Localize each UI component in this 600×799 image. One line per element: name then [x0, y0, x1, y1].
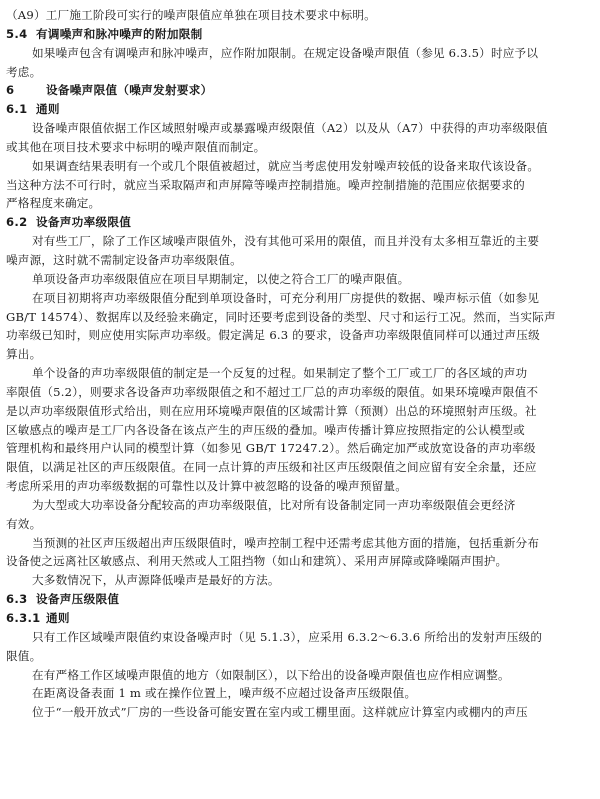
section-heading: [6, 81, 594, 100]
section-heading: [6, 609, 594, 628]
text-line: 严格程度来确定。: [6, 196, 101, 211]
text-line: 是以声功率级限值形式给出，则在应用环境噪声限值的区域需计算（预测）出总的环境照射声压级。社: [6, 403, 537, 418]
text-line: 如果噪声包含有调噪声和脉冲噪声，应作附加限制。在规定设备噪声限值（参见 6.3.5）时应予以: [32, 45, 539, 60]
text-line: 当这种方法不可行时，就应当采取隔声和声屏障等噪声控制措施。噪声控制措施的范围应依据要求的: [6, 177, 525, 192]
paragraph: [6, 684, 594, 703]
text-line: 功率级已知时，则应使用实际声功率级。假定满足 6.3 的要求，设备声功率级限值同样可以通过声压级: [6, 328, 540, 343]
text-line: 限值，以满足社区的声压级限值。在同一点计算的声压级和社区声压级限值之间应留有安全余量，还应: [6, 460, 537, 475]
paragraph: [6, 364, 594, 496]
text-line: 大多数情况下，从声源降低噪声是最好的方法。: [32, 573, 280, 588]
text-line: 考虑。: [6, 64, 42, 79]
section-title: 有调噪声和脉冲噪声的附加限制: [36, 26, 203, 41]
section-title: 通则: [36, 102, 60, 117]
text-line: 在有严格工作区域噪声限值的地方（如限制区），以下给出的设备噪声限值也应作相应调整。: [32, 667, 510, 682]
section-title: 设备噪声限值（噪声发射要求）: [46, 83, 213, 98]
paragraph: [6, 571, 594, 590]
text-line: 为大型或大功率设备分配较高的声功率级限值，比对所有设备制定同一声功率级限值会更经济: [32, 497, 516, 512]
text-line: 管理机构和最终用户认同的模型计算（如参见 GB/T 17247.2）。然后确定加严或放宽设备的声功率级: [6, 441, 536, 456]
text-line: 在项目初期将声功率级限值分配到单项设备时，可充分利用厂房提供的数据、噪声标示值（如参见: [32, 290, 540, 305]
text-line: 或其他在项目技术要求中标明的噪声限值而制定。: [6, 139, 266, 154]
text-line: 算出。: [6, 347, 42, 362]
text-line: 单个设备的声功率级限值的制定是一个反复的过程。如果制定了整个工厂或工厂的各区域的声功: [32, 366, 528, 381]
section-title: 通则: [46, 611, 70, 625]
text-line: 限值。: [6, 648, 42, 663]
text-line: 率限值（5.2），则要求各设备声功率级限值之和不超过工厂总的声功率级的限值。如果环境噪声限值不: [6, 384, 539, 399]
text-line: 位于“一般开放式”厂房的一些设备可能安置在室内或工棚里面。这样就应计算室内或棚内的声压: [32, 705, 528, 720]
paragraph: [6, 703, 594, 722]
section-number: 6.1: [6, 102, 28, 117]
paragraph: [6, 496, 594, 534]
section-heading: [6, 100, 594, 119]
text-line: 有效。: [6, 516, 42, 531]
text-line: 单项设备声功率级限值应在项目早期制定，以使之符合工厂的噪声限值。: [32, 271, 410, 286]
paragraph: [6, 157, 594, 214]
paragraph: [6, 119, 594, 157]
paragraph: [6, 628, 594, 666]
text-line: 当预测的社区声压级超出声压级限值时，噪声控制工程中还需考虑其他方面的措施，包括重新分布: [32, 535, 540, 550]
paragraph: [6, 289, 594, 364]
text-line: 只有工作区域噪声限值约束设备噪声时（见 5.1.3），应采用 6.3.2～6.3.6 所给出的发射声压级的: [32, 629, 543, 644]
text-line: 对有些工厂，除了工作区域噪声限值外，没有其他可采用的限值，而且并没有太多相互靠近的主要: [32, 234, 540, 249]
paragraph: [6, 44, 594, 82]
section-number: 5.4: [6, 26, 28, 41]
section-title: 设备声压级限值: [36, 592, 120, 607]
text-line: 区敏感点的噪声是工厂内各设备在该点产生的声压级的叠加。噪声传播计算应按照指定的公认模型或: [6, 422, 525, 437]
text-line: 在距离设备表面 1 m 或在操作位置上，噪声级不应超过设备声压级限值。: [32, 686, 417, 701]
text-line: （A9）工厂施工阶段可实行的噪声限值应单独在项目技术要求中标明。: [6, 8, 376, 22]
paragraph: [6, 232, 594, 270]
section-heading: [6, 590, 594, 609]
section-number: 6: [6, 83, 15, 98]
section-heading: [6, 25, 594, 44]
section-title: 设备声功率级限值: [36, 215, 132, 230]
text-line: 设备使之远离社区敏感点、利用天然或人工阻挡物（如山和建筑）、采用声屏障或降噪隔声围护。: [6, 554, 508, 569]
text-line: 如果调查结果表明有一个或几个限值被超过，就应当考虑使用发射噪声较低的设备来取代该设备。: [32, 158, 540, 173]
paragraph: [6, 666, 594, 685]
paragraph: [6, 270, 594, 289]
section-number: 6.3: [6, 592, 28, 607]
text-line: GB/T 14574）、数据库以及经验来确定，同时还要考虑到设备的类型、尺寸和运行工况。然而，当实际声: [6, 309, 556, 324]
section-heading: [6, 213, 594, 232]
section-number: 6.2: [6, 215, 28, 230]
text-block: [6, 6, 594, 25]
paragraph: [6, 534, 594, 572]
section-number: 6.3.1: [6, 611, 41, 625]
text-line: 考虑所采用的声功率级数据的可靠性以及计算中被忽略的设备的噪声预留量。: [6, 479, 407, 494]
text-line: 设备噪声限值依据工作区域照射噪声或暴露噪声级限值（A2）以及从（A7）中获得的声功率级限值: [32, 121, 548, 136]
text-line: 噪声源，这时就不需制定设备声功率级限值。: [6, 252, 242, 267]
